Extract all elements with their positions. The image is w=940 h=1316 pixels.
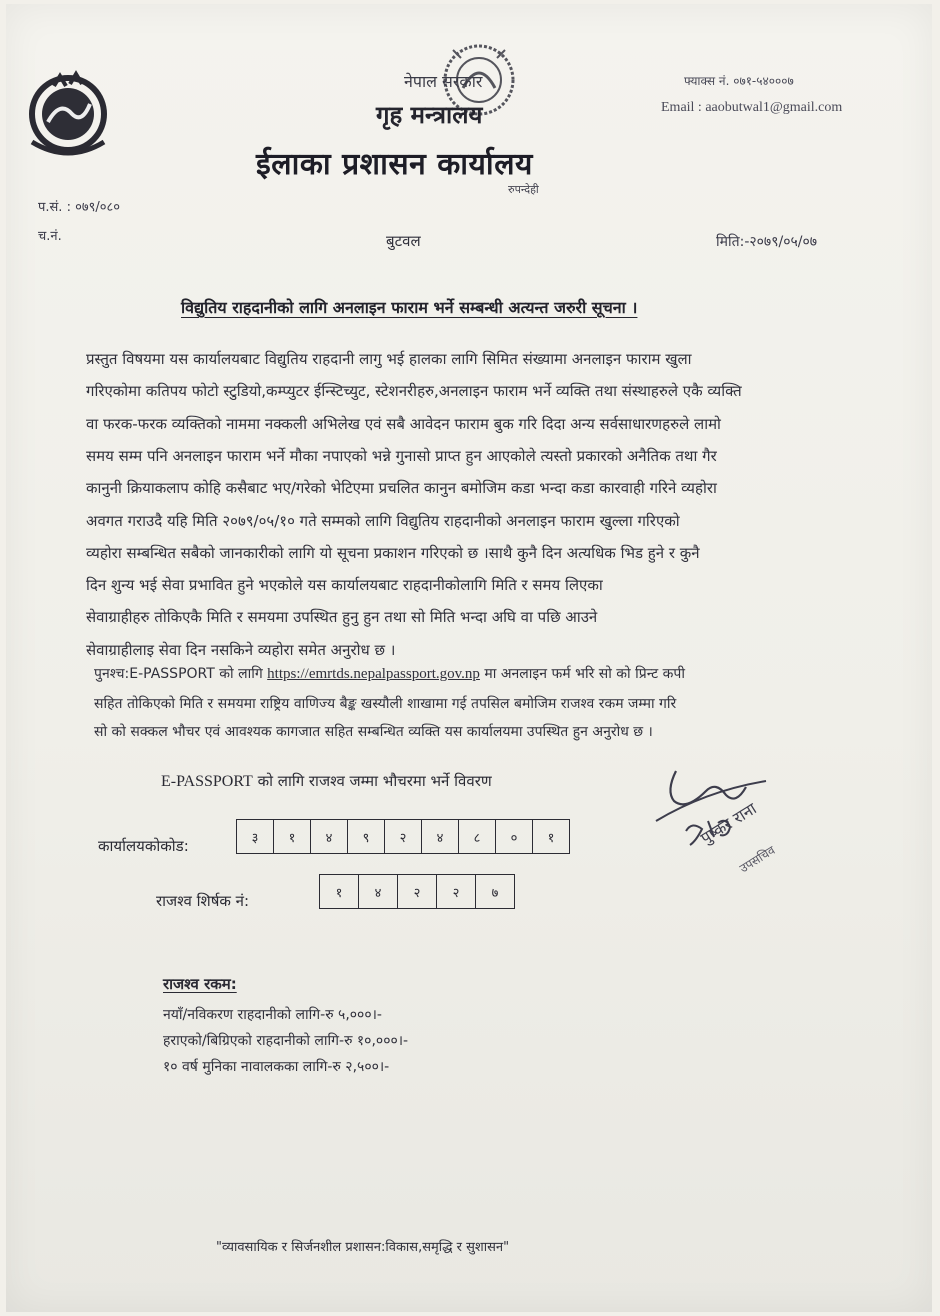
signatory-name: पुष्कर राना bbox=[697, 798, 760, 848]
country-name: नेपाल सरकार bbox=[404, 72, 483, 91]
document-date: मिति:-२०७९/०५/०७ bbox=[716, 234, 818, 250]
postscript-line-3: सो को सक्कल भौचर एवं आवश्यक कागजात सहित सम्बन्धित व्यक्ति यस कार्यालयमा उपस्थित हुन अनुरोध छ । bbox=[94, 724, 653, 740]
notice-subject: विद्युतिय राहदानीको लागि अनलाइन फाराम भर्ने सम्बन्धी अत्यन्त जरुरी सूचना । bbox=[181, 298, 638, 317]
revenue-head-digit: २ bbox=[437, 875, 476, 908]
email-address: Email : aaobutwal1@gmail.com bbox=[661, 100, 843, 115]
revenue-head-digit: १ bbox=[320, 875, 359, 908]
office-code-digit: ९ bbox=[348, 820, 385, 853]
office-location: बुटवल bbox=[386, 232, 421, 250]
office-code-digit: ८ bbox=[459, 820, 496, 853]
postscript-line-1 bbox=[94, 664, 685, 683]
fee-line: नयाँ/नविकरण राहदानीको लागि-रु ५,०००।- bbox=[163, 1007, 382, 1023]
revenue-amount-title: राजश्व रकम: bbox=[163, 975, 237, 993]
body-line: सेवाग्राहीहरु तोकिएकै मिति र समयमा उपस्थित हुनु हुन तथा सो मिति भन्दा अघि वा पछि आउने bbox=[86, 608, 598, 626]
office-name: ईलाका प्रशासन कार्यालय bbox=[256, 147, 533, 182]
body-line: दिन शुन्य भई सेवा प्रभावित हुने भएकोले यस कार्यालयबाट राहदानीकोलागि मिति र समय लिएका bbox=[86, 576, 603, 594]
document-page bbox=[6, 4, 932, 1312]
body-line: अवगत गराउदै यहि मिति २०७९/०५/१० गते सम्मको लागि विद्युतिय राहदानीको अनलाइन फाराम खुल्ला गरिएको bbox=[86, 512, 680, 530]
fax-number: फ्याक्स नं. ०७१-५४०००७ bbox=[684, 74, 794, 88]
signatory-designation: उपसचिव bbox=[737, 843, 778, 876]
office-code-boxes bbox=[236, 819, 570, 854]
body-line: व्यहोरा सम्बन्धित सबैको जानकारीको लागि यो सूचना प्रकाशन गरिएको छ ।साथै कुनै दिन अत्यधिक भिड हुने र कुनै bbox=[86, 544, 700, 562]
footer-motto: "व्यावसायिक र सिर्जनशील प्रशासन:विकास,समृद्धि र सुशासन" bbox=[216, 1240, 510, 1255]
office-code-label: कार्यालयकोकोड: bbox=[98, 837, 189, 855]
reference-number: प.सं. : ०७९/०८० bbox=[38, 200, 121, 215]
fee-line: हराएको/बिग्रिएको राहदानीको लागि-रु १०,०००।- bbox=[163, 1033, 409, 1049]
body-line: समय सम्म पनि अनलाइन फाराम भर्ने मौका नपाएको भन्ने गुनासो प्राप्त हुन आएकोले त्यस्तो प्रकारको अनैतिक तथा गैर bbox=[86, 447, 717, 465]
office-code-digit: १ bbox=[547, 830, 555, 846]
body-line: सेवाग्राहीलाइ सेवा दिन नसकिने व्यहोरा समेत अनुरोध छ । bbox=[86, 641, 396, 659]
office-code-digit: ४ bbox=[311, 820, 348, 853]
voucher-details-title bbox=[161, 771, 492, 791]
office-code-digit: ४ bbox=[422, 820, 459, 853]
postscript-line-1-rest: मा अनलाइन फर्म भरि सो को प्रिन्ट कपी bbox=[479, 666, 685, 682]
fee-line: १० वर्ष मुनिका नावालकका लागि-रु २,५००।- bbox=[163, 1059, 390, 1075]
body-line: गरिएकोमा कतिपय फोटो स्टुडियो,कम्प्युटर ईन्स्टिच्युट, स्टेशनरीहरु,अनलाइन फाराम भर्ने व्यक्ति तथा संस्थाहरुले एकै व्यक्ति bbox=[86, 382, 742, 400]
office-code-digit: २ bbox=[385, 820, 422, 853]
body-line: वा फरक-फरक व्यक्तिको नाममा नक्कली अभिलेख एवं सबै आवेदन फाराम बुक गरि दिदा अन्य सर्वसाधारणहरुले लामो bbox=[86, 415, 721, 433]
voucher-title-prefix: E-PASSPORT bbox=[161, 773, 253, 790]
dispatch-number: च.नं. bbox=[38, 229, 62, 244]
postscript-line-2: सहित तोकिएको मिति र समयमा राष्ट्रिय वाणिज्य बैङ्क खस्यौली शाखामा गई तपसिल बमोजिम राजश्व रकम जम्मा गरि bbox=[94, 696, 677, 712]
ministry-name: गृह मन्त्रालय bbox=[376, 101, 483, 129]
body-line: प्रस्तुत विषयमा यस कार्यालयबाट विद्युतिय राहदानी लागु भई हालका लागि सिमित संख्यामा अनलाइन फाराम खुला bbox=[86, 350, 692, 368]
revenue-head-label: राजश्व शिर्षक नं: bbox=[156, 892, 250, 910]
nepal-emblem-icon bbox=[20, 64, 116, 160]
revenue-head-digit: ४ bbox=[359, 875, 398, 908]
office-code-digit: १ bbox=[274, 820, 311, 853]
postscript-prefix: पुनश्च:E-PASSPORT को लागि bbox=[94, 666, 268, 682]
passport-portal-link[interactable]: https://emrtds.nepalpassport.gov.np bbox=[267, 666, 480, 682]
office-district: रुपन्देही bbox=[508, 183, 539, 196]
office-code-digit: ३ bbox=[237, 820, 274, 853]
revenue-head-boxes bbox=[319, 874, 515, 909]
voucher-title-rest: को लागि राजश्व जम्मा भौचरमा भर्ने विवरण bbox=[252, 772, 492, 790]
revenue-head-digit: २ bbox=[398, 875, 437, 908]
office-code-digit: ० bbox=[496, 820, 533, 853]
revenue-head-digit: ७ bbox=[491, 885, 499, 901]
body-line: कानुनी क्रियाकलाप कोहि कसैबाट भए/गरेको भेटिएमा प्रचलित कानुन बमोजिम कडा भन्दा कडा कारवाही गरिने व्यहोरा bbox=[86, 479, 717, 497]
